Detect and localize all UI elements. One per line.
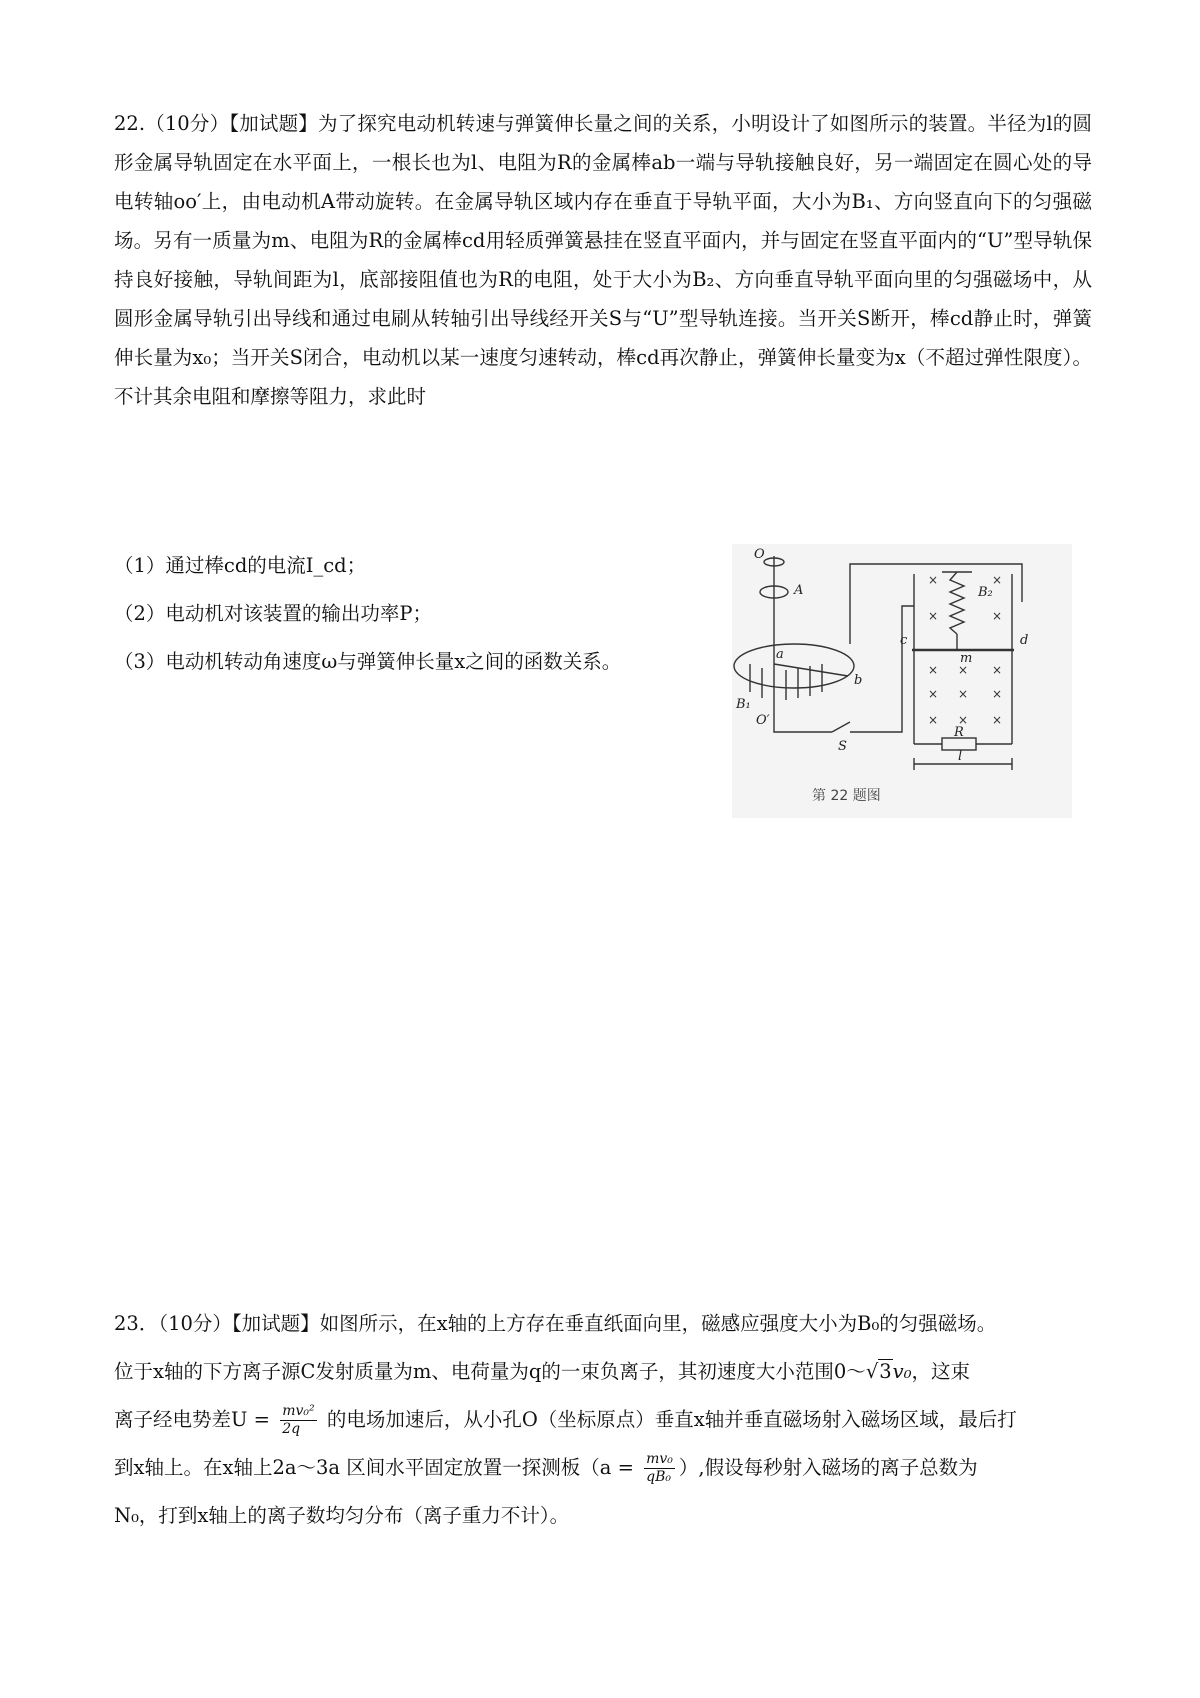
q23-line-4 [114, 1444, 1092, 1492]
svg-text:×: × [992, 609, 1003, 623]
question-22-part-3: （3）电动机转动角速度ω与弹簧伸长量x之间的函数关系。 [114, 650, 622, 673]
svg-text:×: × [958, 663, 969, 677]
svg-text:×: × [992, 713, 1003, 727]
svg-text:×: × [992, 663, 1003, 677]
velocity-v0: v₀ [892, 1360, 912, 1383]
question-22-part-1: （1）通过棒cd的电流I_cd； [114, 554, 367, 577]
q23-line-4b: ）,假设每秒射入磁场的离子总数为 [678, 1456, 978, 1479]
label-d: d [1020, 633, 1029, 648]
label-R: R [954, 725, 964, 740]
q23-line-2 [114, 1348, 1092, 1396]
label-O-bottom: O′ [756, 713, 770, 728]
svg-text:×: × [928, 573, 939, 587]
fraction-potential [280, 1403, 316, 1438]
fraction-a [644, 1451, 675, 1486]
label-A: A [794, 583, 804, 598]
label-c: c [900, 633, 908, 648]
label-b: b [854, 673, 863, 688]
frac-num: mv₀ [646, 1451, 673, 1467]
label-a: a [776, 647, 784, 662]
frac-num: mv₀² [282, 1403, 315, 1419]
frac-den: qB₀ [646, 1469, 671, 1485]
q23-line-1: 23．（10分）【加试题】如图所示，在x轴的上方存在垂直纸面向里，磁感应强度大小为B₀的匀强磁场。 [114, 1312, 997, 1335]
q23-line-2b: ，这束 [911, 1360, 971, 1383]
svg-text:×: × [928, 687, 939, 701]
q23-line-3 [114, 1396, 1092, 1444]
sqrt-symbol: √ [865, 1360, 879, 1383]
figure-caption: 第 22 题图 [812, 788, 881, 804]
question-23-text [114, 1300, 1092, 1540]
label-m: m [960, 651, 973, 666]
q23-line-3a: 离子经电势差U = [114, 1408, 270, 1431]
svg-text:×: × [958, 713, 969, 727]
motor-rail-diagram [732, 544, 1072, 818]
svg-text:×: × [958, 687, 969, 701]
label-B2: B₂ [978, 585, 993, 600]
sqrt-value: 3 [879, 1360, 892, 1383]
question-22-text: 22.（10分）【加试题】为了探究电动机转速与弹簧伸长量之间的关系，小明设计了如图所示的装置。半径为l的圆形金属导轨固定在水平面上，一根长也为l、电阻为R的金属棒ab一端与导轨接触良好，另一端固定在圆心处的导电转轴oo′上，由电动机A带动旋转。在金属导轨区域内存在垂直于导轨平面，大小为B₁、方向竖直向下的匀强磁场。另有一质量为m、电阻为R的金属棒cd用轻质弹簧悬挂在竖直平面内，并与固定在竖直平面内的“U”型导轨保持良好接触，导轨间距为l，底部接阻值也为R的电阻，处于大小为B₂、方向垂直导轨平面向里的匀强磁场中，从圆形金属导轨引出导线和通过电刷从转轴引出导线经开关S与“U”型导轨连接。当开关S断开，棒cd静止时，弹簧伸长量为x₀；当开关S闭合，电动机以某一速度匀速转动，棒cd再次静止，弹簧伸长量变为x（不超过弹性限度）。不计其余电阻和摩擦等阻力，求此时 [114, 112, 1092, 408]
label-l: l [958, 749, 963, 764]
svg-text:×: × [992, 687, 1003, 701]
q23-line-2a: 位于x轴的下方离子源C发射质量为m、电荷量为q的一束负离子，其初速度大小范围0～ [114, 1360, 866, 1383]
label-S: S [838, 739, 847, 754]
svg-text:×: × [928, 713, 939, 727]
label-B1: B₁ [736, 697, 751, 712]
q23-line-3b: 的电场加速后，从小孔O（坐标原点）垂直x轴并垂直磁场射入磁场区域，最后打 [326, 1408, 1017, 1431]
question-22-part-2: （2）电动机对该装置的输出功率P； [114, 602, 433, 625]
svg-text:×: × [928, 609, 939, 623]
label-O-top: O [754, 547, 765, 562]
svg-text:×: × [928, 663, 939, 677]
frac-den: 2q [282, 1421, 301, 1437]
q23-line-4a: 到x轴上。在x轴上2a～3a 区间水平固定放置一探测板（a = [114, 1456, 634, 1479]
question-22-figure [732, 544, 1072, 818]
q23-line-5: N₀，打到x轴上的离子数均匀分布（离子重力不计）。 [114, 1504, 570, 1527]
svg-text:×: × [992, 573, 1003, 587]
